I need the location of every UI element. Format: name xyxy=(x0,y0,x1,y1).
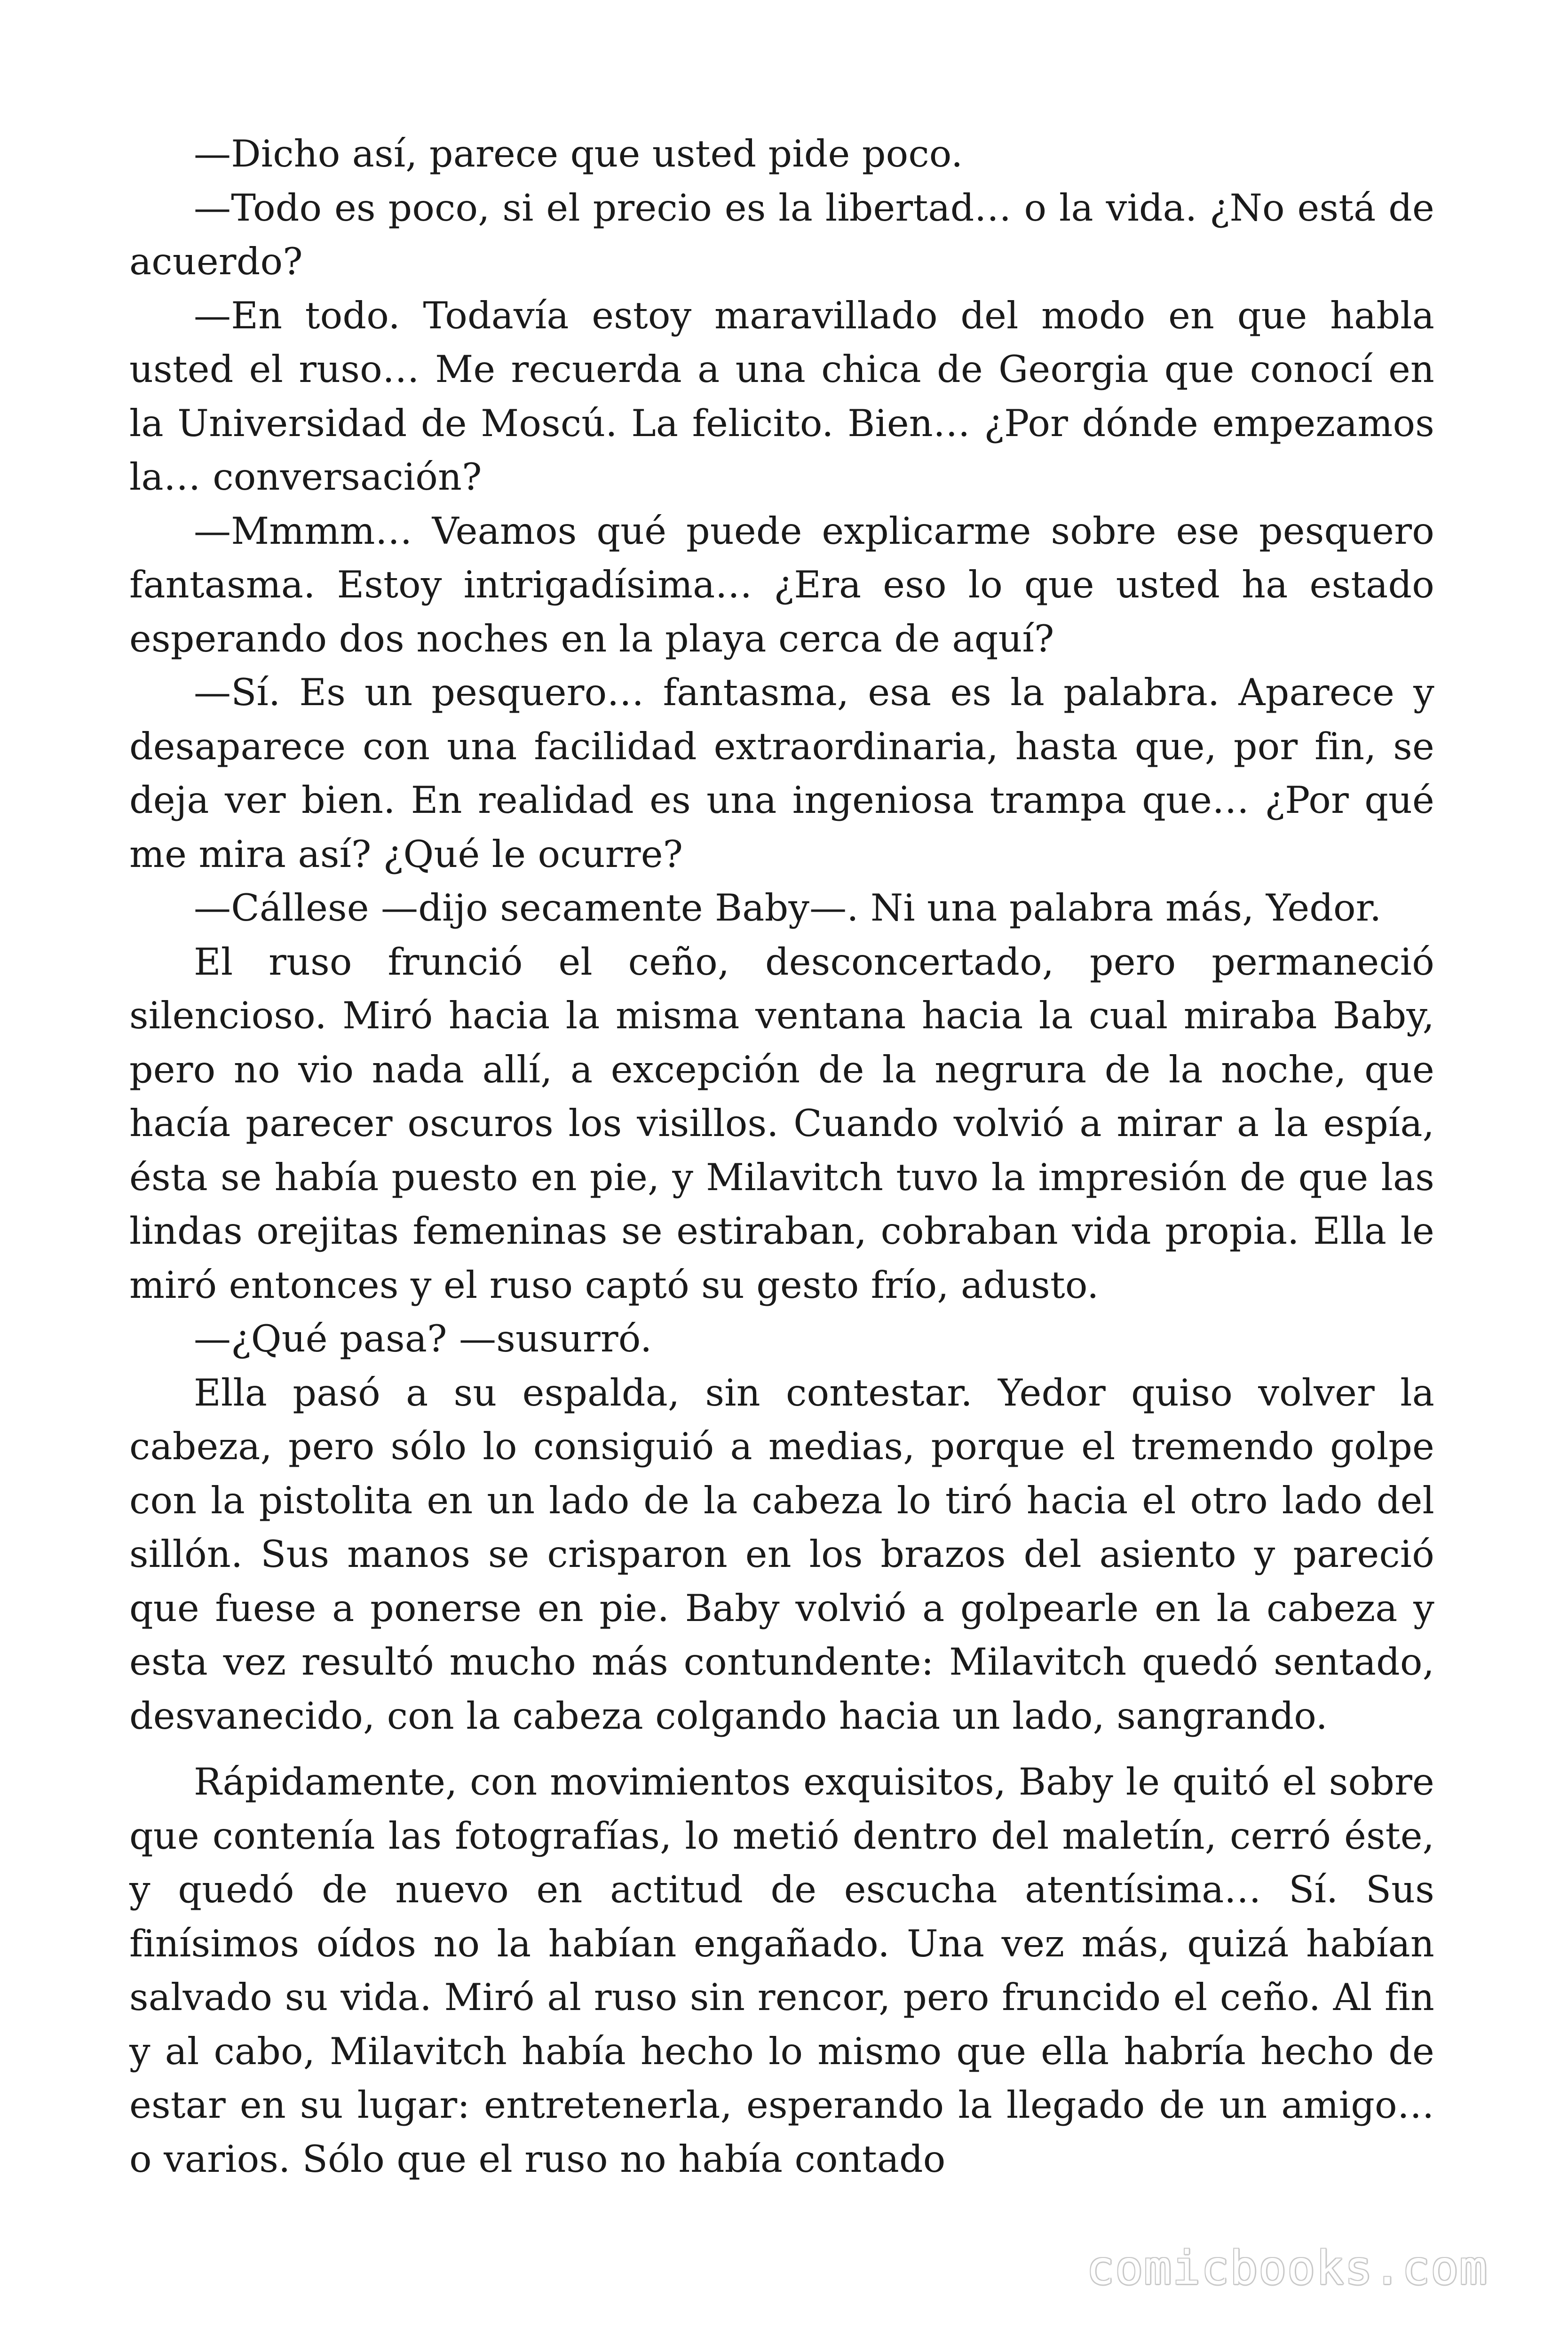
paragraph: —Dicho así, parece que usted pide poco. xyxy=(194,132,963,175)
body-text xyxy=(129,127,1434,2186)
paragraph: —Sí. Es un pesquero… fantasma, esa es la palabra. Aparece y desaparece con una facilidad extraordinaria, hasta que, por fin, se deja ver bien. En realidad es una ingeniosa trampa que… ¿Por qué me mira así? ¿Qué le ocurre? xyxy=(129,671,1434,876)
paragraph: Ella pasó a su espalda, sin contestar. Yedor quiso volver la cabeza, pero sólo lo consiguió a medias, porque el tremendo golpe con la pistolita en un lado de la cabeza lo tiró hacia el otro lado del sillón. Sus manos se crisparon en los brazos del asiento y pareció que fuese a ponerse en pie. Baby volvió a golpearle en la cabeza y esta vez resultó mucho más contundente: Milavitch quedó sentado, desvanecido, con la cabeza colgando hacia un lado, sangrando. xyxy=(129,1371,1434,1738)
paragraph: —En todo. Todavía estoy maravillado del modo en que habla usted el ruso… Me recuerda a una chica de Georgia que conocí en la Universidad de Moscú. La felicito. Bien… ¿Por dónde empezamos la… conversación? xyxy=(129,294,1434,499)
paragraph: —¿Qué pasa? —susurró. xyxy=(194,1317,652,1360)
paragraph: —Cállese —dijo secamente Baby—. Ni una palabra más, Yedor. xyxy=(194,886,1382,930)
paragraph: El ruso frunció el ceño, desconcertado, pero permaneció silencioso. Miró hacia la misma ventana hacia la cual miraba Baby, pero no vio nada allí, a excepción de la negrura de la noche, que hacía parecer oscuros los visillos. Cuando volvió a mirar a la espía, ésta se había puesto en pie, y Milavitch tuvo la impresión de que las lindas orejitas femeninas se estiraban, cobraban vida propia. Ella le miró entonces y el ruso captó su gesto frío, adusto. xyxy=(129,940,1434,1307)
paragraph: —Todo es poco, si el precio es la libertad… o la vida. ¿No está de acuerdo? xyxy=(129,186,1434,283)
paragraph: Rápidamente, con movimientos exquisitos, Baby le quitó el sobre que contenía las fotografías, lo metió dentro del maletín, cerró éste, y quedó de nuevo en actitud de escucha atentísima… Sí. Sus finísimos oídos no la habían engañado. Una vez más, quizá habían salvado su vida. Miró al ruso sin rencor, pero fruncido el ceño. Al fin y al cabo, Milavitch había hecho lo mismo que ella habría hecho de estar en su lugar: entretenerla, esperando la llegado de un amigo… o varios. Sólo que el ruso no había contado xyxy=(129,1760,1434,2181)
watermark: comicbooks.com xyxy=(1086,2241,1488,2295)
paragraph: —Mmmm… Veamos qué puede explicarme sobre ese pesquero fantasma. Estoy intrigadísima… ¿Era eso lo que usted ha estado esperando dos noches en la playa cerca de aquí? xyxy=(129,509,1434,660)
